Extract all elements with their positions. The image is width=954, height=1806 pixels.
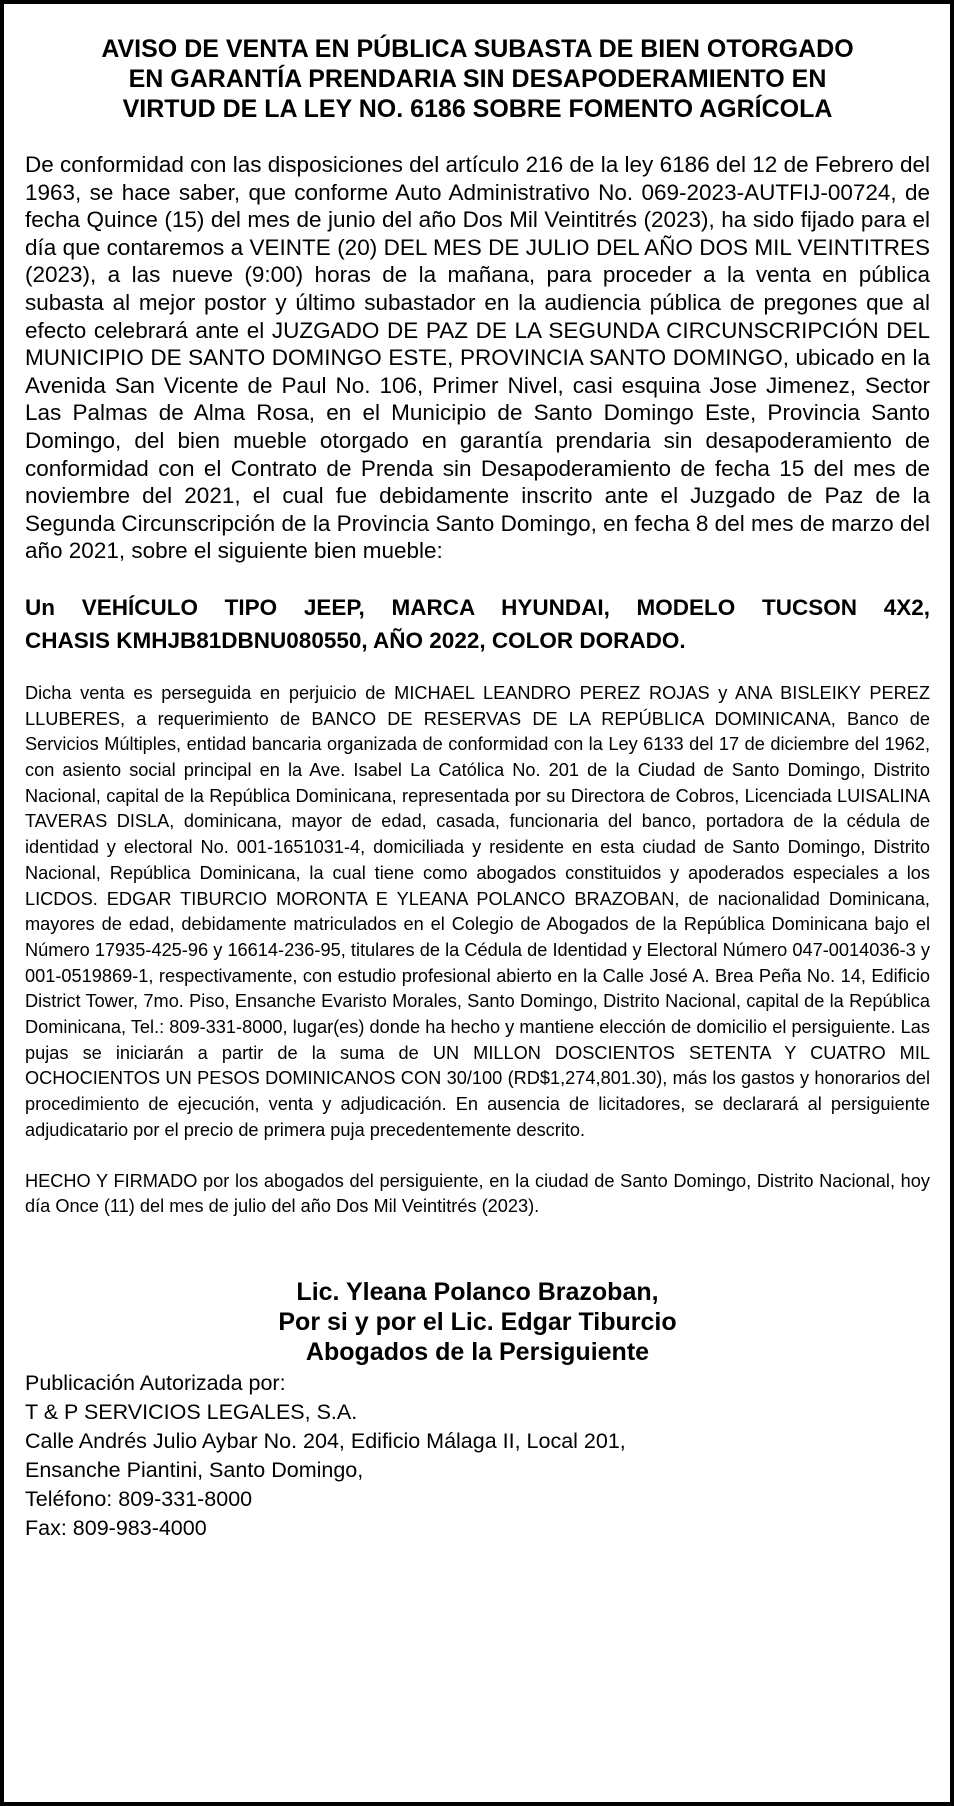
publisher-line: Publicación Autorizada por: [25, 1370, 286, 1395]
notice-title [33, 34, 922, 124]
intro-paragraph: De conformidad con las disposiciones del artículo 216 de la ley 6186 del 12 de Febrero del 1963, se hace saber, que conforme Auto Administrativo No. 069-2023-AUTFIJ-00724, de fecha Quince (15) del mes de junio del año Dos Mil Veintitrés (2023), ha sido fijado para el día que contaremos a VEINTE (20) DEL MES DE JULIO DEL AÑO DOS MIL VEINTITRES (2023), a las nueve (9:00) horas de la mañana, para proceder a la venta en pública subasta al mejor postor y último subastador en la audiencia pública de pregones que al efecto celebrará ante el JUZGADO DE PAZ DE LA SEGUNDA CIRCUNSCRIPCIÓN DEL MUNICIPIO DE SANTO DOMINGO ESTE, PROVINCIA SANTO DOMINGO, ubicado en la Avenida San Vicente de Paul No. 106, Primer Nivel, casi esquina Jose Jimenez, Sector Las Palmas de Alma Rosa, en el Municipio de Santo Domingo Este, Provincia Santo Domingo, del bien mueble otorgado en garantía prendaria sin desapoderamiento de conformidad con el Contrato de Prenda sin Desapoderamiento de fecha 15 del mes de noviembre del 2021, el cual fue debidamente inscrito ante el Juzgado de Paz de la Segunda Circunscripción de la Provincia Santo Domingo, en fecha 8 del mes de marzo del año 2021, sobre el siguiente bien mueble: [25, 152, 930, 564]
vehicle-line: Un VEHÍCULO TIPO JEEP, MARCA HYUNDAI, MODELO TUCSON 4X2, [25, 594, 930, 620]
publisher-line: T & P SERVICIOS LEGALES, S.A. [25, 1399, 358, 1424]
publisher-line: Fax: 809-983-4000 [25, 1515, 207, 1540]
publisher-line: Teléfono: 809-331-8000 [25, 1486, 253, 1511]
vehicle-description [25, 591, 930, 657]
title-line: EN GARANTÍA PRENDARIA SIN DESAPODERAMIENTO EN [128, 65, 827, 93]
publisher-block [25, 1369, 930, 1543]
title-line: VIRTUD DE LA LEY NO. 6186 SOBRE FOMENTO AGRÍCOLA [122, 95, 833, 123]
publisher-line: Calle Andrés Julio Aybar No. 204, Edificio Málaga II, Local 201, [25, 1428, 626, 1453]
signature-block [25, 1277, 930, 1367]
title-line: AVISO DE VENTA EN PÚBLICA SUBASTA DE BIEN OTORGADO [101, 35, 854, 63]
signature-line: Abogados de la Persiguiente [305, 1337, 650, 1366]
publisher-line: Ensanche Piantini, Santo Domingo, [25, 1457, 364, 1482]
signature-line: Lic. Yleana Polanco Brazoban, [296, 1277, 659, 1306]
signature-line: Por si y por el Lic. Edgar Tiburcio [278, 1307, 677, 1336]
body-paragraph: Dicha venta es perseguida en perjuicio de MICHAEL LEANDRO PEREZ ROJAS y ANA BISLEIKY PEREZ LLUBERES, a requerimiento de BANCO DE RESERVAS DE LA REPÚBLICA DOMINICANA, Banco de Servicios Múltiples, entidad bancaria organizada de conformidad con la Ley 6133 del 17 de diciembre del 1962, con asiento social principal en la Ave. Isabel La Católica No. 201 de la Ciudad de Santo Domingo, Distrito Nacional, capital de la República Dominicana, representada por su Directora de Cobros, Licenciada LUISALINA TAVERAS DISLA, dominicana, mayor de edad, casada, funcionaria del banco, portadora de la cédula de identidad y electoral No. 001-1651031-4, domiciliada y residente en esta ciudad de Santo Domingo, Distrito Nacional, República Dominicana, la cual tiene como abogados constituidos y apoderados especiales a los LICDOS. EDGAR TIBURCIO MORONTA E YLEANA POLANCO BRAZOBAN, de nacionalidad Dominicana, mayores de edad, debidamente matriculados en el Colegio de Abogados de la República Dominicana bajo el Número 17935-425-96 y 16614-236-95, titulares de la Cédula de Identidad y Electoral Número 047-0014036-3 y 001-0519869-1, respectivamente, con estudio profesional abierto en la Calle José A. Brea Peña No. 14, Edificio District Tower, 7mo. Piso, Ensanche Evaristo Morales, Santo Domingo, Distrito Nacional, capital de la República Dominicana, Tel.: 809-331-8000, lugar(es) donde ha hecho y mantiene elección de domicilio el persiguiente. Las pujas se iniciarán a partir de la suma de UN MILLON DOSCIENTOS SETENTA Y CUATRO MIL OCHOCIENTOS UN PESOS DOMINICANOS CON 30/100 (RD$1,274,801.30), más los gastos y honorarios del procedimiento de ejecución, venta y adjudicación. En ausencia de licitadores, se declarará al persiguiente adjudicatario por el precio de primera puja precedentemente descrito. [25, 682, 930, 1140]
vehicle-line: CHASIS KMHJB81DBNU080550, AÑO 2022, COLOR DORADO. [25, 627, 686, 653]
closing-paragraph: HECHO Y FIRMADO por los abogados del persiguiente, en la ciudad de Santo Domingo, Distrito Nacional, hoy día Once (11) del mes de julio del año Dos Mil Veintitrés (2023). [25, 1170, 930, 1217]
